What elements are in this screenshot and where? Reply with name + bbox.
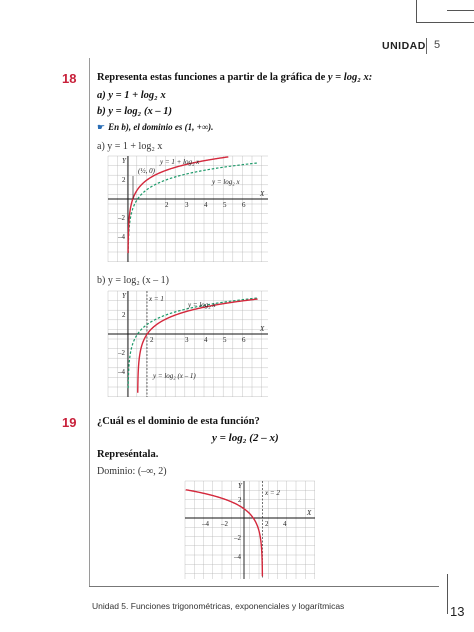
graph-b-ytick: –2	[118, 349, 125, 357]
unit-separator	[426, 38, 427, 54]
graph-b-xtick: 2	[150, 336, 154, 344]
exercise-number: 18	[62, 71, 77, 86]
exercise-function: y = log₂ (2 – x)	[212, 432, 279, 444]
item-a: a) y = 1 + log₂ x	[97, 90, 166, 101]
graph-b-ytick: 2	[122, 311, 126, 319]
corner-line	[416, 22, 474, 23]
graph-b-ytick: –4	[118, 368, 125, 376]
graph-a	[108, 156, 268, 262]
pointing-hand-icon: ☛	[97, 122, 106, 132]
graph-a-point-label: (½, 0)	[138, 167, 155, 175]
graph-a-ytick: –4	[118, 233, 125, 241]
exercise-number: 19	[62, 415, 77, 430]
graph-b-x-label: X	[260, 325, 265, 333]
graph-a-xtick: 6	[242, 201, 246, 209]
margin-rule	[89, 58, 90, 586]
graph-a-y-label: Y	[122, 157, 126, 165]
graph-c-xtick: 2	[265, 520, 269, 528]
answer-b-label: b) y = log₂ (x – 1)	[97, 275, 169, 286]
graph-a-xtick: 4	[204, 201, 208, 209]
graph-c-grid	[185, 481, 315, 579]
graph-c-asymptote-label: x = 2	[265, 489, 280, 497]
graph-a-xtick: 2	[165, 201, 169, 209]
graph-b-red-label: y = log₂ (x – 1)	[153, 372, 196, 380]
exercise-question: ¿Cuál es el dominio de esta función?	[97, 416, 260, 427]
graph-a-xtick: 3	[185, 201, 189, 209]
footer-rule	[89, 586, 439, 587]
graph-c-xtick: –2	[221, 520, 228, 528]
hint	[97, 122, 213, 133]
graph-c-curve	[186, 490, 263, 577]
graph-b-xtick: 4	[204, 336, 208, 344]
graph-a-curve-log2	[128, 163, 257, 253]
page-number: 13	[450, 604, 465, 619]
item-b: b) y = log₂ (x – 1)	[97, 106, 172, 117]
graph-c-x-label: X	[307, 509, 312, 517]
graph-c-ytick: –4	[234, 553, 241, 561]
graph-b-xtick: 3	[185, 336, 189, 344]
exercise-statement	[97, 72, 372, 83]
footer-text: Unidad 5. Funciones trigonométricas, exponenciales y logarítmicas	[92, 601, 345, 611]
graph-c-xtick: –4	[202, 520, 209, 528]
corner-line	[416, 0, 417, 22]
graph-a-red-label: y = 1 + log₂ x	[160, 158, 200, 166]
graph-a-xtick: 5	[223, 201, 227, 209]
footer-divider	[447, 574, 448, 614]
graph-b-xtick: 5	[223, 336, 227, 344]
graph-a-ytick: 2	[122, 176, 126, 184]
answer-a-label: a) y = 1 + log₂ x	[97, 141, 163, 152]
graph-c	[185, 481, 315, 579]
graph-b-asymptote-label: x = 1	[149, 295, 164, 303]
graph-b-svg	[108, 291, 268, 397]
domain-answer: Dominio: (–∞, 2)	[97, 466, 167, 477]
graph-a-green-label: y = log₂ x	[212, 178, 240, 186]
hint-text: En b), el dominio es (1, +∞).	[108, 122, 214, 132]
graph-a-svg	[108, 156, 268, 262]
unit-label: UNIDAD	[382, 40, 426, 52]
statement-function: y = log₂ x:	[327, 72, 373, 83]
graph-b-xtick: 6	[242, 336, 246, 344]
graph-a-x-label: X	[260, 190, 265, 198]
graph-c-y-label: Y	[238, 482, 242, 490]
graph-c-xtick: 4	[283, 520, 287, 528]
graph-b-y-label: Y	[122, 292, 126, 300]
graph-c-ytick: –2	[234, 534, 241, 542]
statement-text: Representa estas funciones a partir de la gráfica de	[97, 72, 326, 83]
unit-number: 5	[434, 39, 441, 51]
exercise-instruction: Represéntala.	[97, 449, 159, 460]
graph-a-ytick: –2	[118, 214, 125, 222]
graph-b	[108, 291, 268, 397]
graph-b-green-label: y = log₂ x	[188, 301, 216, 309]
graph-c-svg	[185, 481, 315, 579]
graph-c-ytick: 2	[238, 496, 242, 504]
graph-a-grid	[108, 156, 268, 262]
corner-line	[447, 10, 474, 11]
